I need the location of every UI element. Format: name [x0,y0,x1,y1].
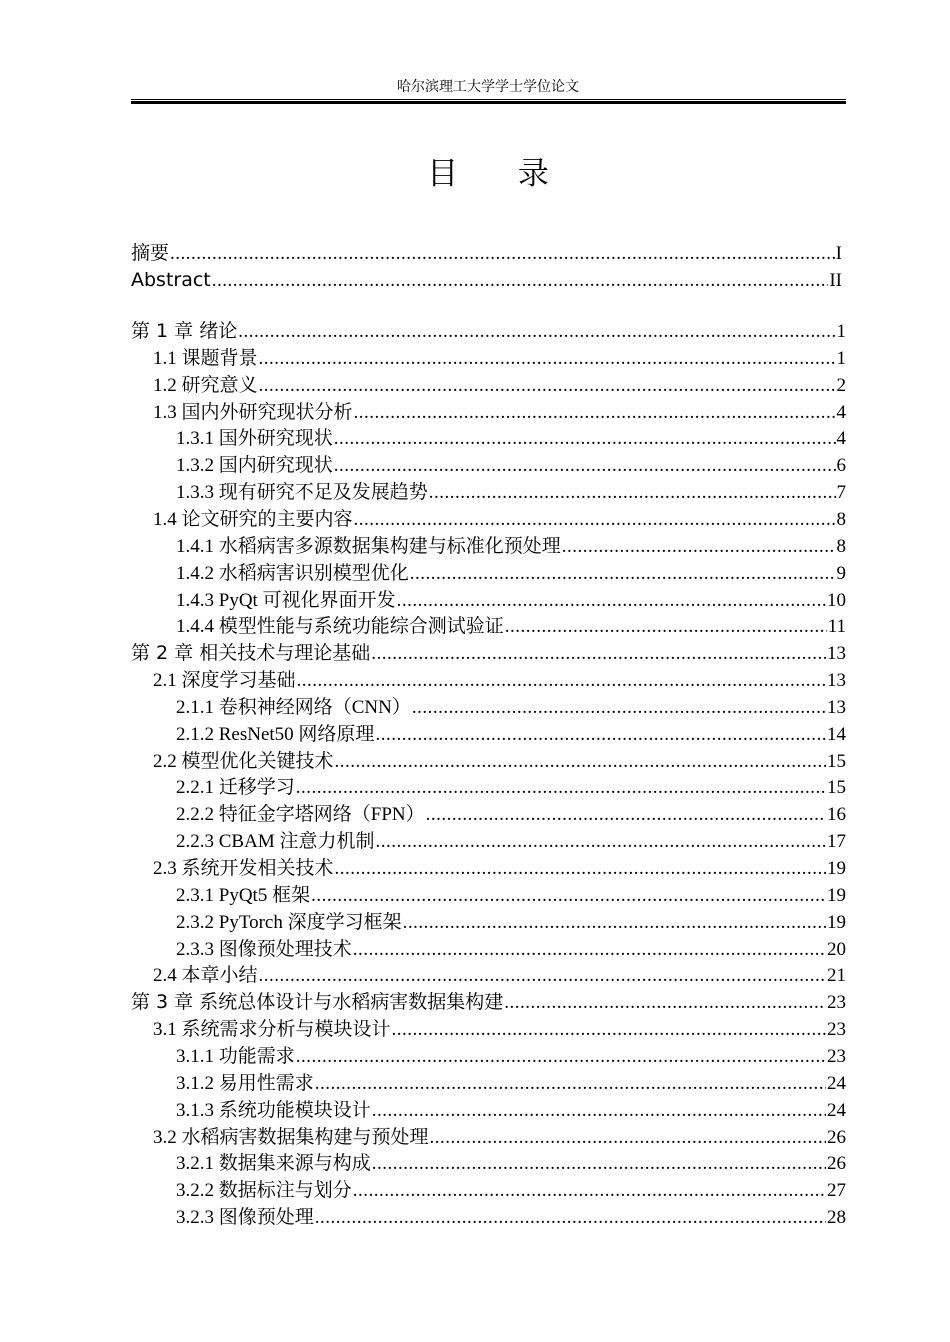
toc-dot-leader [430,1124,826,1151]
toc-dot-leader [412,694,826,721]
toc-dot-leader [375,828,826,855]
toc-dot-leader [170,240,835,267]
toc-entry[interactable] [131,694,846,721]
toc-dot-leader [296,1043,826,1070]
toc-entry-page-number: 23 [827,1019,846,1040]
toc-entry[interactable] [131,613,846,640]
toc-entry-label: 1.3.2 国内研究现状 [176,455,333,476]
toc-entry-page-number: 26 [827,1127,846,1148]
toc-dot-leader [392,1016,826,1043]
toc-entry-label: 1.4 论文研究的主要内容 [153,509,353,530]
toc-entry-label: 2.3 系统开发相关技术 [153,858,334,879]
toc-entry-label: 摘要 [131,242,170,264]
toc-entry-label: 2.2.1 迁移学习 [176,777,295,798]
toc-entry-label: 2.3.1 PyQt5 框架 [176,885,311,906]
toc-entry[interactable] [131,1204,846,1231]
toc-entry-label: 1.3.3 现有研究不足及发展趋势 [176,482,428,503]
toc-entry-label: 第 2 章 相关技术与理论基础 [131,642,371,664]
toc-dot-leader [335,855,826,882]
toc-entry-page-number: 23 [827,1046,846,1067]
toc-entry-page-number: 19 [827,912,846,933]
toc-entry[interactable] [131,587,846,614]
toc-dot-leader [371,640,826,667]
toc-entry-page-number: 6 [836,455,846,476]
toc-entry[interactable] [131,1016,846,1043]
toc-entry-label: 3.2.1 数据集来源与构成 [176,1153,371,1174]
toc-entry[interactable] [131,318,846,345]
toc-dot-leader [259,345,836,372]
toc-entry-label: 1.4.2 水稻病害识别模型优化 [176,563,409,584]
toc-entry-label: 2.3.2 PyTorch 深度学习框架 [176,912,402,933]
toc-entry[interactable] [131,828,846,855]
toc-entry[interactable] [131,1097,846,1124]
toc-dot-leader [212,267,829,294]
toc-entry[interactable] [131,345,846,372]
toc-dot-leader [562,533,836,560]
toc-entry-page-number: 11 [827,616,846,637]
toc-entry-page-number: I [835,243,842,264]
toc-entry-label: 2.2.3 CBAM 注意力机制 [176,831,375,852]
toc-entry-page-number: 13 [827,697,846,718]
toc-entry-page-number: 13 [827,643,846,664]
toc-entry[interactable] [131,560,846,587]
toc-entry[interactable] [131,1177,846,1204]
toc-entry-label: 2.1.2 ResNet50 网络原理 [176,724,375,745]
toc-dot-leader [334,452,836,479]
toc-entry[interactable] [131,1043,846,1070]
toc-dot-leader [259,372,836,399]
toc-entry-label: 2.1.1 卷积神经网络（CNN） [176,697,411,718]
toc-dot-leader [504,989,826,1016]
toc-entry-page-number: 9 [836,563,846,584]
toc-entry-page-number: 23 [827,992,846,1013]
toc-entry-page-number: 21 [827,965,846,986]
toc-entry-label: 3.1.2 易用性需求 [176,1073,314,1094]
toc-entry-label: 2.1 深度学习基础 [153,670,296,691]
toc-dot-leader [296,774,826,801]
toc-entry-page-number: 4 [836,402,846,423]
toc-dot-leader [426,801,826,828]
toc-entry-page-number: 13 [827,670,846,691]
toc-entry-label: 1.4.4 模型性能与系统功能综合测试验证 [176,616,504,637]
toc-entry-label: 1.3.1 国外研究现状 [176,428,333,449]
toc-entry[interactable] [131,774,846,801]
toc-dot-leader [397,587,826,614]
toc-entry-label: 3.2 水稻病害数据集构建与预处理 [153,1127,429,1148]
toc-entry[interactable] [131,479,846,506]
toc-entry-page-number: 28 [827,1207,846,1228]
toc-entry-page-number: 1 [836,321,846,342]
toc-entry[interactable] [131,640,846,667]
toc-entry[interactable] [131,399,846,426]
toc-entry-page-number: 8 [836,536,846,557]
toc-entry-label: 2.2.2 特征金字塔网络（FPN） [176,804,425,825]
toc-entry-label: 3.2.2 数据标注与划分 [176,1180,352,1201]
toc-dot-leader [505,613,827,640]
header-rule-thin [131,99,846,100]
toc-entry[interactable] [131,801,846,828]
toc-entry[interactable] [131,882,846,909]
toc-dot-leader [353,1177,826,1204]
toc-entry-label: 3.1.1 功能需求 [176,1046,295,1067]
toc-dot-leader [410,560,836,587]
toc-entry[interactable] [131,506,846,533]
header-rule-thick [131,101,846,104]
toc-entry[interactable] [131,267,842,294]
toc-entry-page-number: 8 [836,509,846,530]
toc-entry-page-number: 4 [836,428,846,449]
toc-entry-label: 3.2.3 图像预处理 [176,1207,314,1228]
toc-entry[interactable] [131,533,846,560]
toc-entry-page-number: 7 [836,482,846,503]
toc-entry[interactable] [131,240,842,267]
toc-entry-label: 1.1 课题背景 [153,348,258,369]
toc-entry-page-number: 19 [827,885,846,906]
toc-entry-label: Abstract [131,269,211,291]
toc-entry-page-number: 10 [827,590,846,611]
toc-entry-page-number: 26 [827,1153,846,1174]
toc-entry[interactable] [131,667,846,694]
page-header-title: 哈尔滨理工大学学士学位论文 [397,80,579,95]
toc-dot-leader [311,882,826,909]
toc-entry-page-number: 20 [827,939,846,960]
toc-entry-page-number: 17 [827,831,846,852]
toc-entry[interactable] [131,425,846,452]
toc-entry-page-number: 14 [827,724,846,745]
toc-dot-leader [334,425,836,452]
toc-dot-leader [354,399,836,426]
toc-entry-page-number: 16 [827,804,846,825]
toc-entry-page-number: 27 [827,1180,846,1201]
toc-entry[interactable] [131,452,846,479]
toc-entry[interactable] [131,909,846,936]
toc-entry-page-number: 15 [827,777,846,798]
toc-dot-leader [375,721,826,748]
toc-entry[interactable] [131,721,846,748]
toc-dot-leader [354,506,836,533]
toc-entry[interactable] [131,372,846,399]
toc-entry[interactable] [131,1124,846,1151]
toc-entry[interactable] [131,1070,846,1097]
toc-entry-label: 3.1 系统需求分析与模块设计 [153,1019,391,1040]
toc-entry[interactable] [131,936,846,963]
toc-entry-page-number: 2 [836,375,846,396]
toc-dot-leader [372,1097,826,1124]
toc-dot-leader [429,479,836,506]
toc-entry[interactable] [131,962,846,989]
toc-entry-label: 1.2 研究意义 [153,375,258,396]
toc-entry[interactable] [131,855,846,882]
toc-entry-label: 2.4 本章小结 [153,965,258,986]
toc-entry[interactable] [131,1150,846,1177]
toc-dot-leader [315,1204,826,1231]
toc-entry-page-number: 19 [827,858,846,879]
toc-entry-label: 1.4.1 水稻病害多源数据集构建与标准化预处理 [176,536,561,557]
toc-title: 目 录 [427,156,575,191]
toc-entry-label: 第 3 章 系统总体设计与水稻病害数据集构建 [131,991,504,1013]
toc-entry-label: 3.1.3 系统功能模块设计 [176,1100,371,1121]
toc-dot-leader [353,936,826,963]
toc-dot-leader [259,962,826,989]
toc-entry-page-number: 1 [836,348,846,369]
toc-entry[interactable] [131,989,846,1016]
toc-entry-label: 2.2 模型优化关键技术 [153,751,334,772]
toc-dot-leader [315,1070,826,1097]
toc-entry-label: 1.4.3 PyQt 可视化界面开发 [176,590,396,611]
toc-entry-label: 2.3.3 图像预处理技术 [176,939,352,960]
toc-dot-leader [335,748,826,775]
toc-entry-label: 第 1 章 绪论 [131,320,238,342]
toc-entry-page-number: 24 [827,1100,846,1121]
toc-entry[interactable] [131,748,846,775]
toc-entry-page-number: II [829,270,842,291]
toc-entry-label: 1.3 国内外研究现状分析 [153,402,353,423]
toc-dot-leader [238,318,835,345]
toc-entry-page-number: 24 [827,1073,846,1094]
toc-entry-page-number: 15 [827,751,846,772]
toc-dot-leader [403,909,826,936]
toc-dot-leader [372,1150,826,1177]
toc-dot-leader [297,667,826,694]
